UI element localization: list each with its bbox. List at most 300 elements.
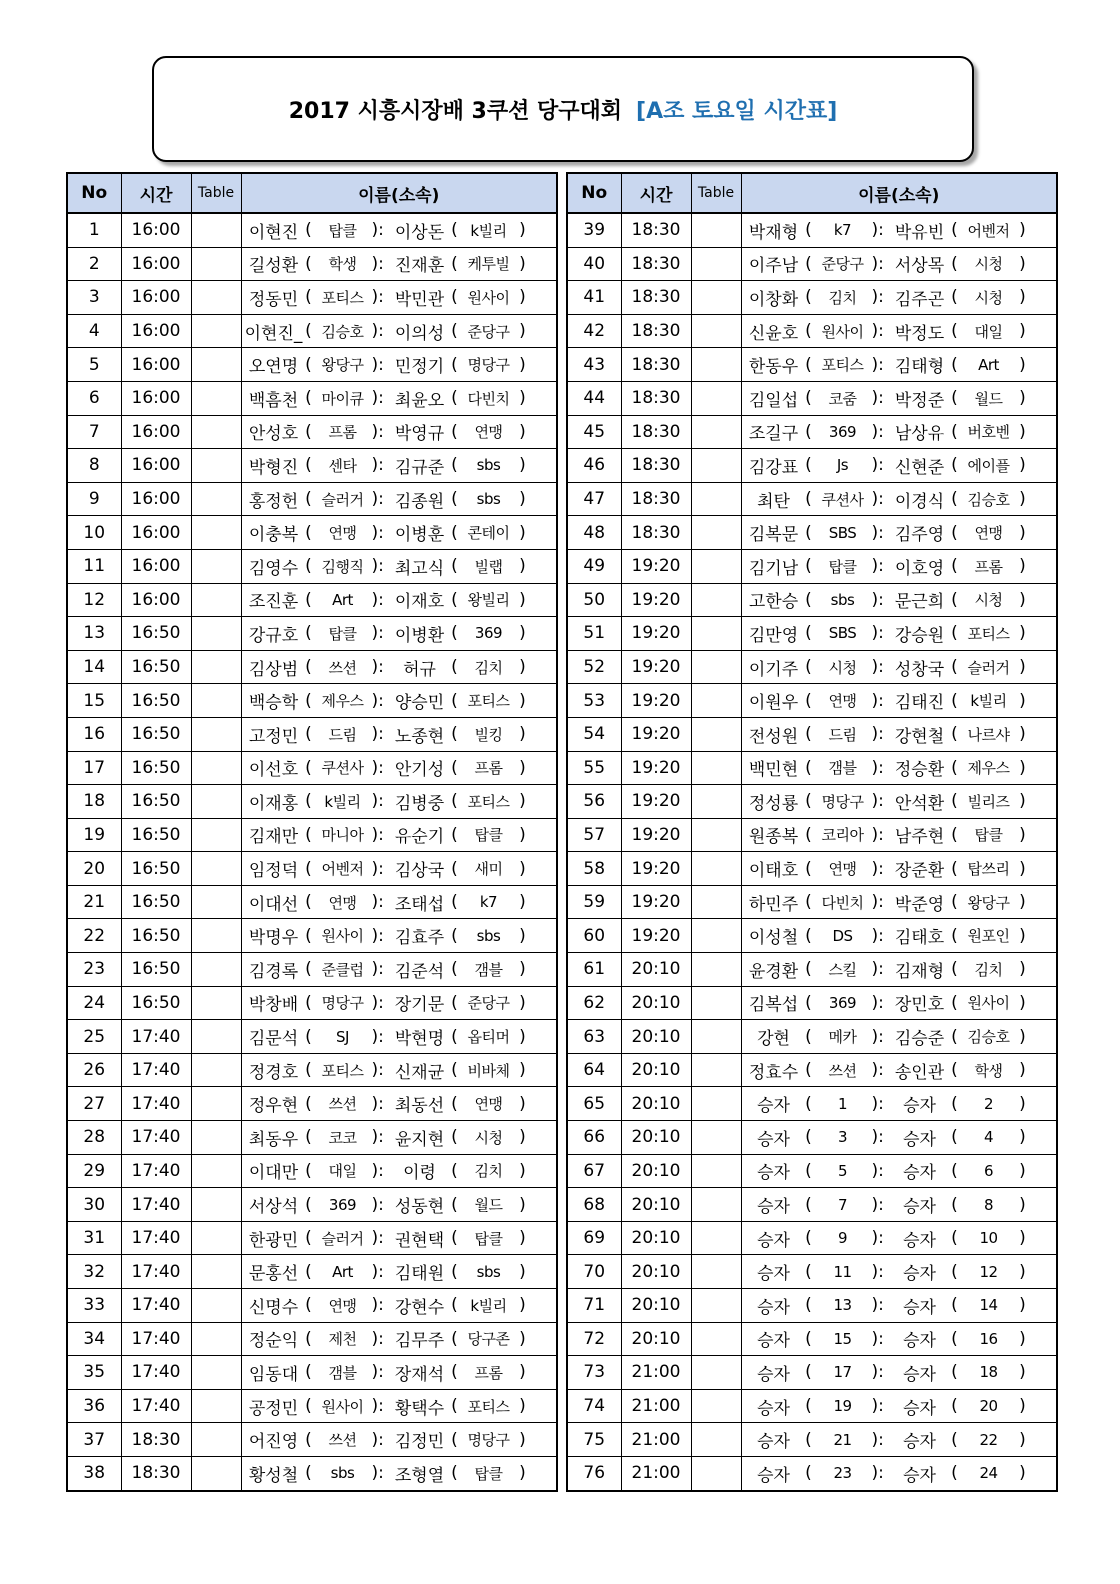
paren-open: ( xyxy=(805,724,812,745)
paren-close-colon: ): xyxy=(871,287,884,308)
match-no: 71 xyxy=(567,1289,621,1323)
match-no: 56 xyxy=(567,785,621,819)
match-players xyxy=(241,549,557,583)
table-number-cell xyxy=(191,449,241,483)
paren-close-colon: ): xyxy=(871,489,884,510)
table-number-cell xyxy=(191,1322,241,1356)
match-no: 15 xyxy=(67,684,121,718)
match-row xyxy=(67,684,557,718)
player1-affiliation: 슬러거 xyxy=(321,1229,364,1248)
match-no: 1 xyxy=(67,213,121,247)
paren-open: ( xyxy=(805,858,812,879)
match-players xyxy=(241,650,557,684)
paren-open: ( xyxy=(451,1026,458,1047)
paren-open: ( xyxy=(305,1429,312,1450)
player2-name: 이병환 xyxy=(394,625,445,646)
table-number-cell xyxy=(191,348,241,382)
player1-name: 최탄 xyxy=(757,491,790,512)
table-number-cell xyxy=(191,1154,241,1188)
paren-open: ( xyxy=(451,959,458,980)
paren-close-colon: ): xyxy=(371,757,384,778)
player2-affiliation: sbs xyxy=(476,1262,501,1281)
player1-name: 승자 xyxy=(757,1398,790,1419)
paren-close: ) xyxy=(519,1194,526,1215)
paren-open: ( xyxy=(305,589,312,610)
paren-open: ( xyxy=(805,421,812,442)
match-row xyxy=(67,482,557,516)
paren-open: ( xyxy=(951,489,958,510)
match-time: 16:00 xyxy=(121,449,191,483)
table-number-cell xyxy=(691,785,741,819)
paren-close-colon: ): xyxy=(871,959,884,980)
table-number-cell xyxy=(191,1121,241,1155)
player1-affiliation: 대일 xyxy=(328,1162,357,1181)
match-row xyxy=(567,213,1057,247)
player2-affiliation: 옵티머 xyxy=(467,1028,510,1047)
paren-open: ( xyxy=(451,1261,458,1282)
paren-open: ( xyxy=(305,1194,312,1215)
table-number-cell xyxy=(191,684,241,718)
paren-close: ) xyxy=(519,1060,526,1081)
match-players xyxy=(741,213,1057,247)
match-players xyxy=(241,1188,557,1222)
player2-name: 이의성 xyxy=(394,323,445,344)
match-time: 19:20 xyxy=(621,617,691,651)
player1-name: 승자 xyxy=(757,1364,790,1385)
paren-open: ( xyxy=(305,623,312,644)
paren-open: ( xyxy=(305,1160,312,1181)
paren-open: ( xyxy=(451,1228,458,1249)
player1-affiliation: 쿠션사 xyxy=(821,490,864,509)
table-number-cell xyxy=(191,1020,241,1054)
table-number-cell xyxy=(191,852,241,886)
match-players xyxy=(241,1121,557,1155)
paren-open: ( xyxy=(305,1396,312,1417)
player1-name: 김문석 xyxy=(248,1029,299,1050)
player2-affiliation: 22 xyxy=(979,1430,998,1449)
match-players xyxy=(241,1255,557,1289)
player2-affiliation: 김승호 xyxy=(967,1028,1010,1047)
paren-close: ) xyxy=(519,1295,526,1316)
player2-affiliation: 369 xyxy=(474,624,503,643)
table-number-cell xyxy=(691,583,741,617)
player1-affiliation: 원사이 xyxy=(321,927,364,946)
paren-open: ( xyxy=(805,1463,812,1484)
paren-close: ) xyxy=(519,824,526,845)
match-row xyxy=(67,247,557,281)
paren-close-colon: ): xyxy=(371,791,384,812)
paren-open: ( xyxy=(805,1396,812,1417)
player2-name: 김태진 xyxy=(894,693,945,714)
paren-close: ) xyxy=(1019,489,1026,510)
match-time: 20:10 xyxy=(621,986,691,1020)
player1-affiliation: 드림 xyxy=(328,725,357,744)
match-time: 17:40 xyxy=(121,1255,191,1289)
table-number-cell xyxy=(191,247,241,281)
paren-open: ( xyxy=(305,1463,312,1484)
paren-close: ) xyxy=(519,1127,526,1148)
player2-name: 승자 xyxy=(903,1331,936,1352)
match-time: 16:50 xyxy=(121,717,191,751)
match-no: 33 xyxy=(67,1289,121,1323)
match-row xyxy=(67,381,557,415)
player2-affiliation: 왕빌리 xyxy=(467,591,510,610)
paren-close-colon: ): xyxy=(871,522,884,543)
paren-close-colon: ): xyxy=(371,690,384,711)
paren-open: ( xyxy=(805,925,812,946)
player2-affiliation: 준당구 xyxy=(467,994,510,1013)
paren-close-colon: ): xyxy=(871,1228,884,1249)
paren-close: ) xyxy=(1019,791,1026,812)
paren-close: ) xyxy=(1019,724,1026,745)
table-number-cell xyxy=(191,314,241,348)
player2-name: 송인관 xyxy=(894,1062,945,1083)
player2-affiliation: 제우스 xyxy=(967,759,1010,778)
player1-name: 홍정헌 xyxy=(248,491,299,512)
player2-affiliation: 연맹 xyxy=(974,524,1003,543)
paren-close: ) xyxy=(1019,992,1026,1013)
player1-name: 황성철 xyxy=(248,1465,299,1486)
paren-open: ( xyxy=(805,388,812,409)
table-number-cell xyxy=(191,1255,241,1289)
match-no: 67 xyxy=(567,1154,621,1188)
player1-affiliation: 369 xyxy=(328,1195,357,1214)
player1-affiliation: 김치 xyxy=(828,288,857,307)
player1-affiliation: DS xyxy=(832,926,853,945)
player2-affiliation: sbs xyxy=(476,490,501,509)
paren-close-colon: ): xyxy=(371,824,384,845)
match-no: 40 xyxy=(567,247,621,281)
table-number-cell xyxy=(191,549,241,583)
player1-name: 이재홍 xyxy=(248,793,299,814)
player2-name: 이호영 xyxy=(894,558,945,579)
paren-open: ( xyxy=(951,1295,958,1316)
match-time: 18:30 xyxy=(621,314,691,348)
player2-affiliation: 탑클 xyxy=(974,826,1003,845)
table-number-cell xyxy=(691,281,741,315)
player2-affiliation: 원사이 xyxy=(467,288,510,307)
player2-affiliation: 14 xyxy=(979,1296,998,1315)
match-players xyxy=(741,516,1057,550)
player1-name: 한광민 xyxy=(248,1230,299,1251)
match-row xyxy=(567,415,1057,449)
table-number-cell xyxy=(691,717,741,751)
paren-open: ( xyxy=(805,1127,812,1148)
paren-close-colon: ): xyxy=(871,1194,884,1215)
player2-affiliation: 10 xyxy=(979,1229,998,1248)
match-players xyxy=(241,482,557,516)
paren-close-colon: ): xyxy=(871,623,884,644)
paren-open: ( xyxy=(805,455,812,476)
match-row xyxy=(567,986,1057,1020)
player2-name: 김태원 xyxy=(394,1264,445,1285)
paren-close-colon: ): xyxy=(871,757,884,778)
player2-name: 승자 xyxy=(903,1297,936,1318)
player2-name: 남상유 xyxy=(894,424,945,445)
player1-affiliation: 마이큐 xyxy=(321,389,364,408)
paren-open: ( xyxy=(305,925,312,946)
match-row xyxy=(67,650,557,684)
match-no: 13 xyxy=(67,617,121,651)
paren-open: ( xyxy=(951,1160,958,1181)
match-time: 18:30 xyxy=(621,247,691,281)
match-no: 51 xyxy=(567,617,621,651)
paren-close-colon: ): xyxy=(371,1127,384,1148)
match-time: 21:00 xyxy=(621,1389,691,1423)
paren-open: ( xyxy=(805,1362,812,1383)
match-players xyxy=(741,281,1057,315)
table-number-cell xyxy=(691,986,741,1020)
match-no: 68 xyxy=(567,1188,621,1222)
paren-close: ) xyxy=(519,321,526,342)
paren-open: ( xyxy=(305,220,312,241)
match-no: 35 xyxy=(67,1356,121,1390)
match-time: 19:20 xyxy=(621,549,691,583)
paren-close-colon: ): xyxy=(871,253,884,274)
paren-open: ( xyxy=(305,253,312,274)
match-time: 18:30 xyxy=(621,415,691,449)
schedule-table-left xyxy=(66,172,558,1492)
match-row xyxy=(67,213,557,247)
paren-open: ( xyxy=(305,1060,312,1081)
match-time: 16:00 xyxy=(121,549,191,583)
player1-affiliation: 프롬 xyxy=(328,423,357,442)
match-no: 7 xyxy=(67,415,121,449)
paren-close: ) xyxy=(519,1261,526,1282)
player2-affiliation: 빌리즈 xyxy=(967,792,1010,811)
player2-affiliation: 월드 xyxy=(474,1196,503,1215)
player1-affiliation: 코리아 xyxy=(821,826,864,845)
player2-affiliation: k7 xyxy=(479,893,498,912)
paren-close-colon: ): xyxy=(871,1160,884,1181)
match-time: 20:10 xyxy=(621,1255,691,1289)
match-row xyxy=(67,953,557,987)
match-row xyxy=(567,919,1057,953)
match-time: 19:20 xyxy=(621,818,691,852)
player2-name: 김재형 xyxy=(894,961,945,982)
player1-name: 박창배 xyxy=(248,995,299,1016)
match-row xyxy=(67,1356,557,1390)
player1-name: 고한승 xyxy=(748,592,799,613)
match-row xyxy=(567,617,1057,651)
match-row xyxy=(67,1423,557,1457)
player1-name: 김재만 xyxy=(248,827,299,848)
paren-open: ( xyxy=(805,589,812,610)
match-row xyxy=(67,1020,557,1054)
match-time: 19:20 xyxy=(621,583,691,617)
match-row xyxy=(567,1121,1057,1155)
match-row xyxy=(67,852,557,886)
paren-open: ( xyxy=(451,757,458,778)
player2-affiliation: 연맹 xyxy=(474,423,503,442)
match-time: 17:40 xyxy=(121,1221,191,1255)
match-players xyxy=(241,583,557,617)
player2-name: 김상국 xyxy=(394,861,445,882)
match-row xyxy=(67,583,557,617)
paren-close-colon: ): xyxy=(871,1362,884,1383)
table-number-cell xyxy=(691,751,741,785)
player1-affiliation: 다빈치 xyxy=(821,893,864,912)
match-time: 20:10 xyxy=(621,1289,691,1323)
player1-name: 김기남 xyxy=(748,558,799,579)
match-players xyxy=(741,953,1057,987)
table-number-cell xyxy=(191,986,241,1020)
paren-close-colon: ): xyxy=(871,1261,884,1282)
match-no: 34 xyxy=(67,1322,121,1356)
match-row xyxy=(567,751,1057,785)
match-time: 18:30 xyxy=(621,213,691,247)
paren-open: ( xyxy=(305,522,312,543)
match-time: 20:10 xyxy=(621,1221,691,1255)
player1-affiliation: k빌리 xyxy=(324,792,361,811)
match-players xyxy=(241,1389,557,1423)
match-time: 16:50 xyxy=(121,885,191,919)
player2-affiliation: 시청 xyxy=(974,255,1003,274)
match-players xyxy=(241,1456,557,1490)
match-time: 16:00 xyxy=(121,213,191,247)
match-no: 69 xyxy=(567,1221,621,1255)
paren-close: ) xyxy=(519,1026,526,1047)
paren-close: ) xyxy=(1019,757,1026,778)
paren-close-colon: ): xyxy=(371,589,384,610)
match-no: 8 xyxy=(67,449,121,483)
match-no: 48 xyxy=(567,516,621,550)
player2-affiliation: 20 xyxy=(979,1397,998,1416)
player2-name: 김주곤 xyxy=(894,289,945,310)
paren-open: ( xyxy=(951,220,958,241)
match-row xyxy=(567,1221,1057,1255)
table-number-cell xyxy=(191,1356,241,1390)
match-row xyxy=(67,516,557,550)
player1-name: 강규호 xyxy=(248,625,299,646)
player1-name: 김만영 xyxy=(748,625,799,646)
player1-affiliation: sbs xyxy=(330,1464,355,1483)
match-row xyxy=(67,1456,557,1490)
paren-close: ) xyxy=(519,925,526,946)
paren-close-colon: ): xyxy=(371,253,384,274)
match-time: 20:10 xyxy=(621,953,691,987)
player2-name: 승자 xyxy=(903,1129,936,1150)
paren-close: ) xyxy=(519,959,526,980)
match-row xyxy=(67,717,557,751)
player1-affiliation: 쿠션사 xyxy=(321,759,364,778)
match-row xyxy=(567,281,1057,315)
match-row xyxy=(67,986,557,1020)
paren-close-colon: ): xyxy=(371,992,384,1013)
match-players xyxy=(741,1389,1057,1423)
paren-close-colon: ): xyxy=(871,1429,884,1450)
player1-name: 승자 xyxy=(757,1432,790,1453)
player1-affiliation: 어벤저 xyxy=(321,860,364,879)
paren-open: ( xyxy=(451,1127,458,1148)
player1-affiliation: 학생 xyxy=(328,255,357,274)
match-row xyxy=(67,1389,557,1423)
match-time: 16:50 xyxy=(121,818,191,852)
match-row xyxy=(567,583,1057,617)
match-row xyxy=(67,785,557,819)
paren-close-colon: ): xyxy=(371,858,384,879)
player1-affiliation: 슬러거 xyxy=(321,490,364,509)
match-no: 28 xyxy=(67,1121,121,1155)
player2-affiliation: 시청 xyxy=(974,591,1003,610)
player2-affiliation: 16 xyxy=(979,1329,998,1348)
match-row xyxy=(67,1289,557,1323)
paren-open: ( xyxy=(451,455,458,476)
player1-affiliation: 포티스 xyxy=(321,288,364,307)
player2-name: 성창국 xyxy=(894,659,945,680)
paren-close: ) xyxy=(519,1429,526,1450)
paren-open: ( xyxy=(951,959,958,980)
table-number-cell xyxy=(191,1456,241,1490)
player1-affiliation: SBS xyxy=(828,523,857,542)
match-no: 11 xyxy=(67,549,121,583)
paren-close-colon: ): xyxy=(871,690,884,711)
player2-affiliation: 탑클 xyxy=(474,1464,503,1483)
table-number-cell xyxy=(191,717,241,751)
match-row xyxy=(67,1154,557,1188)
player1-name: 임정덕 xyxy=(248,861,299,882)
match-time: 21:00 xyxy=(621,1423,691,1457)
player2-affiliation: 18 xyxy=(979,1363,998,1382)
paren-close: ) xyxy=(1019,690,1026,711)
player2-affiliation: 김치 xyxy=(974,960,1003,979)
paren-open: ( xyxy=(951,1026,958,1047)
paren-open: ( xyxy=(951,1362,958,1383)
table-number-cell xyxy=(691,1456,741,1490)
header-row xyxy=(67,173,557,213)
player2-affiliation: 갬블 xyxy=(474,960,503,979)
paren-close-colon: ): xyxy=(871,892,884,913)
paren-open: ( xyxy=(451,522,458,543)
paren-open: ( xyxy=(805,1429,812,1450)
match-time: 16:00 xyxy=(121,281,191,315)
player2-affiliation: Art xyxy=(978,355,999,374)
paren-close-colon: ): xyxy=(371,354,384,375)
match-players xyxy=(741,1322,1057,1356)
paren-open: ( xyxy=(305,1228,312,1249)
player2-affiliation: 시청 xyxy=(974,288,1003,307)
paren-open: ( xyxy=(805,1328,812,1349)
match-no: 21 xyxy=(67,885,121,919)
match-players xyxy=(241,986,557,1020)
match-time: 18:30 xyxy=(621,516,691,550)
match-time: 19:20 xyxy=(621,717,691,751)
paren-close-colon: ): xyxy=(371,1429,384,1450)
paren-open: ( xyxy=(451,321,458,342)
paren-close: ) xyxy=(1019,824,1026,845)
match-time: 20:10 xyxy=(621,1020,691,1054)
match-time: 16:00 xyxy=(121,415,191,449)
player1-name: 승자 xyxy=(757,1129,790,1150)
paren-close-colon: ): xyxy=(371,321,384,342)
paren-close-colon: ): xyxy=(871,388,884,409)
match-no: 20 xyxy=(67,852,121,886)
match-row xyxy=(567,717,1057,751)
match-time: 17:40 xyxy=(121,1020,191,1054)
paren-close: ) xyxy=(1019,1463,1026,1484)
paren-close-colon: ): xyxy=(371,1228,384,1249)
player2-affiliation: 케투빌 xyxy=(467,255,510,274)
table-number-cell xyxy=(191,650,241,684)
paren-close: ) xyxy=(519,690,526,711)
match-time: 16:50 xyxy=(121,986,191,1020)
player2-name: 승자 xyxy=(903,1230,936,1251)
paren-open: ( xyxy=(451,1093,458,1114)
paren-open: ( xyxy=(305,1093,312,1114)
match-players xyxy=(741,1154,1057,1188)
paren-open: ( xyxy=(305,757,312,778)
player2-name: 박민관 xyxy=(394,289,445,310)
